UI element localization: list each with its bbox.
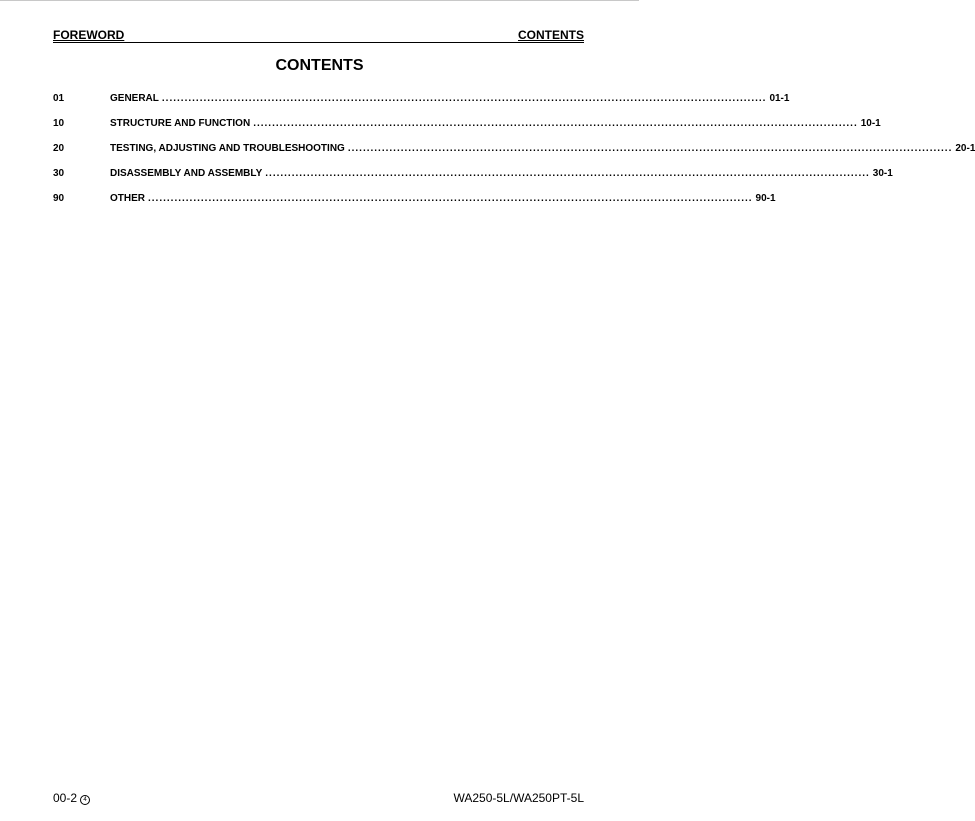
toc-entry-page: 30-1 [872,168,893,179]
toc-entry-number: 90 [53,193,65,204]
toc-entry-number: 10 [53,118,65,129]
toc-entry-testing-adjusting-troubleshooting[interactable] [53,142,975,167]
toc-entry-disassembly-and-assembly[interactable] [53,167,893,192]
toc-dot-leader: ................................................................................................................................................................ [148,193,753,204]
toc-entry-title: OTHER [110,193,145,204]
toc-entry-title: TESTING, ADJUSTING AND TROUBLESHOOTING [110,143,345,154]
toc-entry-title: STRUCTURE AND FUNCTION [110,118,251,129]
header-section-name: FOREWORD [53,28,125,42]
toc-entry-number: 20 [53,143,65,154]
table-of-contents [53,92,975,217]
toc-entry-other[interactable] [53,192,776,217]
toc-entry-page: 01-1 [769,93,790,104]
toc-entry-number: 30 [53,168,65,179]
toc-dot-leader: ................................................................................................................................................................ [347,143,953,154]
running-header [53,28,584,43]
toc-entry-number: 01 [53,93,65,104]
footer-page-number [53,790,90,806]
toc-entry-structure-and-function[interactable] [53,117,881,142]
page-title: CONTENTS [275,57,364,74]
header-chapter-name: CONTENTS [518,28,584,42]
toc-entry-page: 10-1 [860,118,881,129]
toc-dot-leader: ................................................................................................................................................................ [253,118,858,129]
toc-entry-title: GENERAL [110,93,159,104]
top-border-line [0,0,639,1]
toc-dot-leader: ................................................................................................................................................................ [265,168,870,179]
toc-entry-page: 20-1 [955,143,975,154]
toc-entry-title: DISASSEMBLY AND ASSEMBLY [110,168,263,179]
page-number: 00-2 [53,791,78,805]
toc-entry-general[interactable] [53,92,790,117]
toc-dot-leader: ................................................................................................................................................................ [161,93,767,104]
revision-mark-icon: 4 [80,795,90,805]
toc-entry-page: 90-1 [755,193,776,204]
footer-model-name: WA250-5L/WA250PT-5L [453,791,584,805]
